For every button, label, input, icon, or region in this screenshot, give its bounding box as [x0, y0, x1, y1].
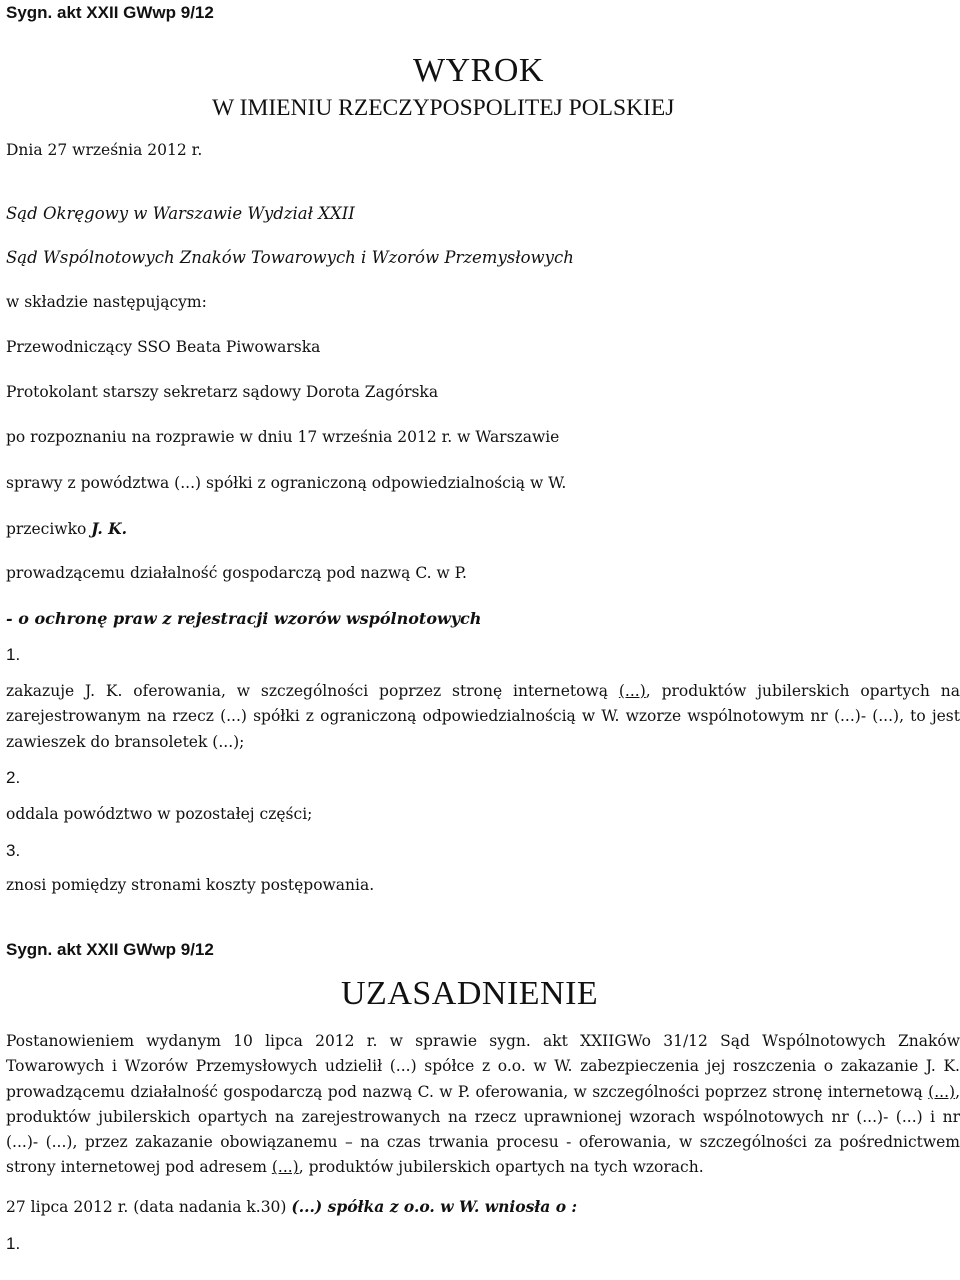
document-title: WYROK — [413, 52, 544, 89]
ruling-point-number-3: 3. — [6, 841, 21, 860]
justification-signature: Sygn. akt XXII GWwp 9/12 — [6, 940, 214, 959]
website-link-1[interactable]: (...) — [928, 1082, 956, 1101]
presiding-judge: Przewodniczący SSO Beata Piwowarska — [6, 338, 321, 356]
document-subtitle: W IMIENIU RZECZYPOSPOLITEJ POLSKIEJ — [212, 95, 675, 121]
against-prefix: przeciwko — [6, 520, 92, 538]
judgment-date: Dnia 27 września 2012 r. — [6, 141, 203, 159]
plaintiff-info: sprawy z powództwa (...) spółki z ograniczoną odpowiedzialnością w W. — [6, 474, 567, 492]
defendant-business: prowadzącemu działalność gospodarczą pod nazwą C. w P. — [6, 564, 467, 582]
website-link-2[interactable]: (...) — [271, 1158, 299, 1177]
ruling-point-1 — [6, 679, 960, 755]
justification-text-c: , produktów jubilerskich opartych na tych wzorach. — [298, 1158, 704, 1177]
ruling-point-3: znosi pomiędzy stronami koszty postępowania. — [6, 876, 375, 894]
ruling-point-number-1: 1. — [6, 645, 21, 664]
composition-intro: w składzie następującym: — [6, 293, 207, 311]
filing-date: 27 lipca 2012 r. (data nadania k.30) — [6, 1198, 292, 1216]
ruling-point-number-2: 2. — [6, 768, 21, 787]
justification-text-a: Postanowieniem wydanym 10 lipca 2012 r. w sprawie sygn. akt XXIIGWo 31/12 Sąd Wspólnotowych Znaków Towarowych i Wzorów Przemysłowych udzielił (...) spółce z o.o. w W. zabezpieczenia jej roszczenia o zakazanie J. K. prowadzącemu działalność gospodarczą pod nazwą C. w P. oferowania, w szczególności poprzez stronę internetową — [6, 1032, 960, 1101]
justification-title: UZASADNIENIE — [341, 975, 599, 1012]
justification-paragraph-1 — [6, 1029, 960, 1181]
hearing-info: po rozpoznaniu na rozprawie w dniu 17 września 2012 r. w Warszawie — [6, 428, 560, 446]
case-signature: Sygn. akt XXII GWwp 9/12 — [6, 3, 214, 22]
court-name: Sąd Okręgowy w Warszawie Wydział XXII — [6, 204, 355, 223]
website-link[interactable]: (...) — [618, 682, 646, 700]
motion-point-number-1: 1. — [6, 1234, 21, 1253]
court-clerk: Protokolant starszy sekretarz sądowy Dorota Zagórska — [6, 383, 439, 401]
ruling-point-1-text-b: , produktów jubilerskich opartych na zarejestrowanym na rzecz (...) spółki z ograniczoną odpowiedzialnością w W. wzorze wspólnotowym nr (...)- (...), to jest zawieszek do bransoletek (...); — [6, 682, 960, 751]
court-division: Sąd Wspólnotowych Znaków Towarowych i Wzorów Przemysłowych — [6, 248, 574, 267]
ruling-point-2: oddala powództwo w pozostałej części; — [6, 805, 313, 823]
plaintiff-motion: (...) spółka z o.o. w W. wniosła o : — [291, 1197, 578, 1216]
ruling-point-1-text-a: zakazuje J. K. oferowania, w szczególności poprzez stronę internetową — [6, 682, 619, 700]
defendant-name: J. K. — [91, 519, 128, 538]
case-subject: - o ochronę praw z rejestracji wzorów wspólnotowych — [6, 609, 482, 628]
justification-text-b: , produktów jubilerskich opartych na zarejestrowanych na rzecz uprawnionej wzorach wspólnotowych nr (...)- (...) i nr (...)- (...), przez zakazanie obowiązanemu – na czas trwania procesu - oferowania, w szczególności za pośrednictwem strony internetowej pod adresem — [6, 1082, 960, 1177]
justification-paragraph-2 — [6, 1197, 577, 1216]
defendant-line — [6, 519, 127, 538]
